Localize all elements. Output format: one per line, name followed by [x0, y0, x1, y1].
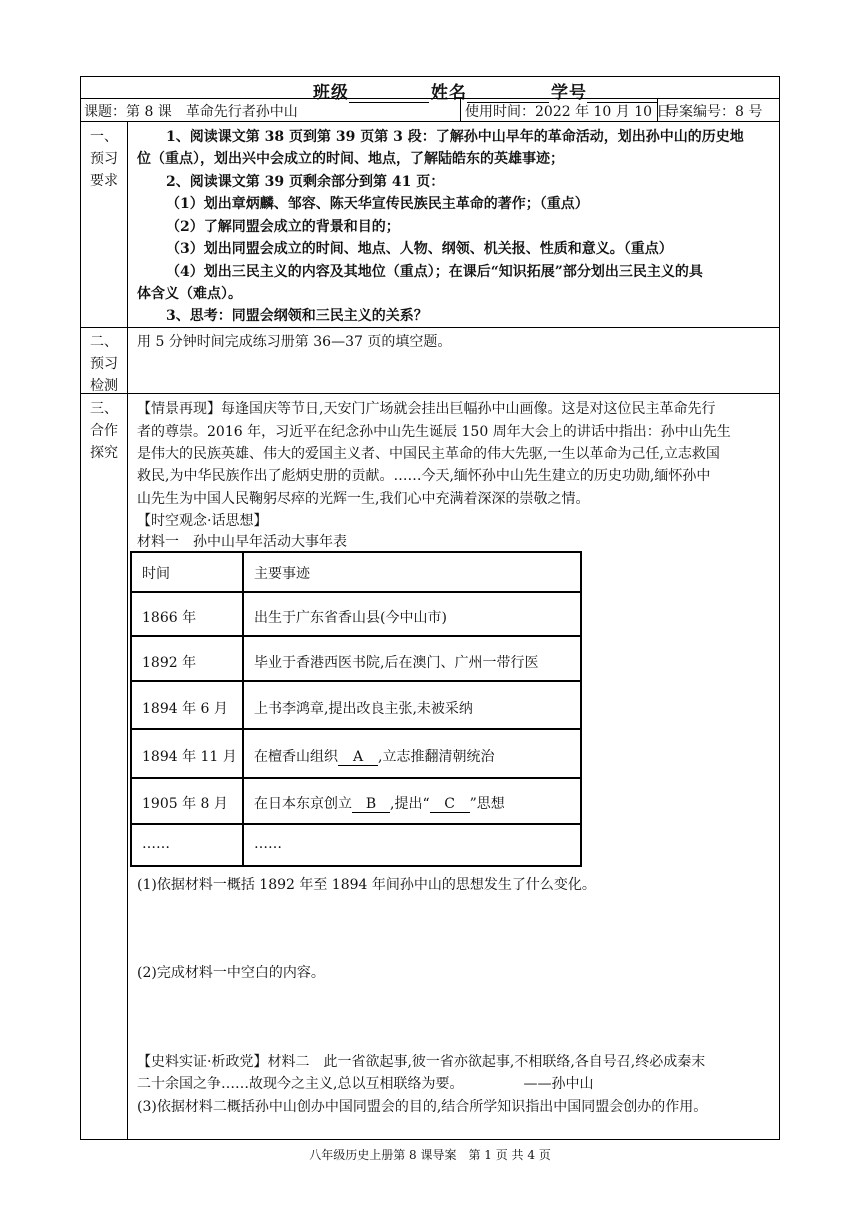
section-label-line: 要求	[90, 173, 118, 189]
scenario-line: 是伟大的民族英雄、伟大的爱国主义者、中国民主革命的伟大先驱,一生以革命为己任,立志救国	[137, 446, 720, 462]
fill-blank-a[interactable]: A	[338, 749, 378, 766]
table-row-divider	[132, 823, 580, 825]
table-cell-time: ……	[142, 836, 170, 852]
section-label-line: 合作	[90, 423, 118, 439]
table-cell-event: 上书李鸿章,提出改良主张,未被采纳	[254, 701, 473, 717]
guide-number: 导案编号：8 号	[665, 104, 763, 120]
scenario-line: 救民,为中华民族作出了彪炳史册的贡献。……今天,缅怀孙中山先生建立的历史功勋,缅怀孙中	[137, 468, 711, 484]
table-cell-event: 毕业于香港西医书院,后在澳门、广州一带行医	[254, 655, 539, 671]
table-row-divider	[132, 591, 580, 593]
table-cell-time: 1866 年	[142, 610, 197, 626]
req-line: 体含义（难点）。	[137, 286, 242, 302]
table-row-divider	[132, 635, 580, 637]
scenario-line: 【情景再现】每逢国庆等节日,天安门广场就会挂出巨幅孙中山画像。这是对这位民主革命先行	[137, 401, 716, 417]
section-3-label	[82, 398, 126, 464]
req-line: （3）划出同盟会成立的时间、地点、人物、纲领、机关报、性质和意义。（重点）	[166, 241, 673, 257]
divider	[127, 121, 128, 1139]
table-cell-event	[254, 793, 505, 813]
req-line: 2、阅读课文第 39 页剩余部分到第 41 页：	[166, 174, 445, 190]
topic-value: 第 8 课 革命先行者孙中山	[126, 104, 298, 120]
section-label-line: 一、	[90, 129, 118, 145]
section-label-line: 三、	[90, 401, 118, 417]
topic-label: 课题：	[84, 104, 126, 120]
table-cell-time: 1905 年 8 月	[142, 796, 228, 812]
req-line: （4）划出三民主义的内容及其地位（重点）；在课后“知识拓展”部分划出三民主义的具	[166, 264, 703, 280]
fill-blank-b[interactable]: B	[352, 796, 390, 813]
table-col-divider	[242, 553, 244, 865]
section-1-label	[82, 126, 126, 192]
student-info-header	[80, 76, 780, 103]
table-cell-event	[254, 746, 494, 766]
event-text: 在檀香山组织	[254, 749, 338, 765]
table-row-divider	[132, 728, 580, 730]
table-cell-event: 出生于广东省香山县(今中山市)	[254, 610, 447, 626]
section-label-line: 预习	[90, 356, 118, 372]
section-label-line: 预习	[90, 151, 118, 167]
page-footer: 八年级历史上册第 8 课导案 第 1 页 共 4 页	[309, 1148, 551, 1162]
table-header-time: 时间	[142, 566, 170, 582]
material-2-source: ——孙中山	[523, 1076, 594, 1092]
name-label: 姓名	[431, 83, 467, 103]
material-2-line	[137, 1073, 593, 1095]
event-text: ,立志推翻清朝统治	[378, 749, 495, 765]
event-text: ,提出“	[390, 796, 430, 812]
scenario-line: 山先生为中国人民鞠躬尽瘁的光辉一生,我们心中充满着深深的崇敬之情。	[137, 491, 590, 507]
req-line: 3、思考：同盟会纲领和三民主义的关系？	[166, 308, 428, 324]
section-2-label	[82, 331, 126, 397]
question-2: (2)完成材料一中空白的内容。	[137, 965, 325, 981]
fill-blank-c[interactable]: C	[430, 796, 470, 813]
table-header-event: 主要事迹	[254, 566, 310, 582]
material-2-text: 二十余国之争……故现今之主义,总以互相联络为要。	[137, 1076, 464, 1092]
table-row-divider	[132, 680, 580, 682]
table-cell-time: 1892 年	[142, 655, 197, 671]
divider	[80, 393, 780, 394]
heading-spacetime: 【时空观念·话思想】	[137, 513, 268, 529]
material-1-title: 材料一 孙中山早年活动大事年表	[137, 534, 347, 550]
event-text: ”思想	[469, 796, 505, 812]
lesson-topic	[84, 101, 298, 121]
table-cell-time: 1894 年 6 月	[142, 701, 228, 717]
divider	[80, 121, 780, 122]
scenario-line: 者的尊崇。2016 年，习近平在纪念孙中山先生诞辰 150 周年大会上的讲话中指出：孙中山先生	[137, 424, 731, 440]
req-line: 1、阅读课文第 38 页到第 39 页第 3 段：了解孙中山早年的革命活动，划出孙中山的历史地	[166, 129, 744, 145]
req-line: 位（重点），划出兴中会成立的时间、地点，了解陆皓东的英雄事迹；	[137, 151, 564, 167]
material-2-line: 【史料实证·析政党】材料二 此一省欲起事,彼一省亦欲起事,不相联络,各自号召,终必成秦末	[137, 1054, 706, 1070]
divider	[460, 98, 461, 121]
req-line: （2）了解同盟会成立的背景和目的；	[166, 219, 400, 235]
table-row-divider	[132, 777, 580, 779]
req-line: （1）划出章炳麟、邹容、陈天华宣传民族民主革命的著作；（重点）	[166, 196, 589, 212]
section-label-line: 探究	[90, 445, 118, 461]
student-id-label: 学号	[551, 83, 587, 103]
table-cell-event: ……	[254, 836, 282, 852]
divider	[80, 327, 780, 328]
pretest-text: 用 5 分钟时间完成练习册第 36—37 页的填空题。	[137, 334, 452, 350]
question-3: (3)依据材料二概括孙中山创办中国同盟会的目的,结合所学知识指出中国同盟会创办的作用。	[137, 1099, 708, 1115]
timeline-table	[130, 551, 582, 867]
section-label-line: 二、	[90, 334, 118, 350]
section-label-line: 检测	[90, 378, 118, 394]
class-label: 班级	[313, 83, 349, 103]
usage-date: 使用时间：2022 年 10 月 10 日	[465, 104, 671, 120]
table-cell-time: 1894 年 11 月	[142, 749, 237, 765]
event-text: 在日本东京创立	[254, 796, 352, 812]
question-1: (1)依据材料一概括 1892 年至 1894 年间孙中山的思想发生了什么变化。	[137, 877, 596, 893]
